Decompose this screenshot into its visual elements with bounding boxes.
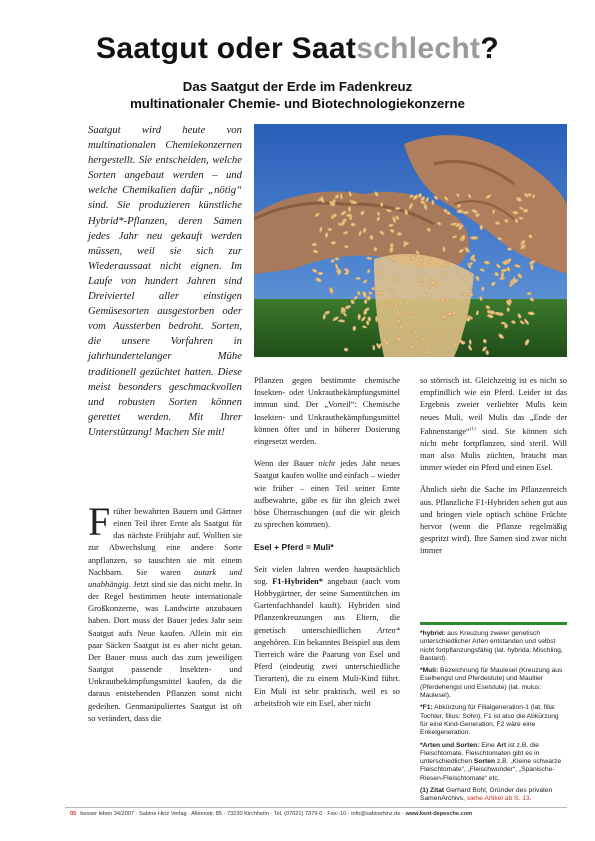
seed-grain xyxy=(456,209,463,213)
note-text: aus Kreuzung zweier genetisch unterschiedlicher Arten entstanden und selbst nicht fortpflanzungsfähig (lat. hybrida: Mischling, Bastard). xyxy=(420,630,563,662)
seed-grain xyxy=(384,341,390,345)
note-bold: Art xyxy=(496,741,507,749)
note-term: *Arten und Sorten: xyxy=(420,741,480,749)
col3-paragraph-1 xyxy=(420,375,567,474)
body-column-2 xyxy=(254,375,400,720)
col2-paragraph-2 xyxy=(254,458,400,531)
col1-emphasis: autark und unabhängig xyxy=(88,566,242,589)
note-bold: Sorten xyxy=(473,758,496,766)
article-title xyxy=(0,32,595,66)
col2-paragraph-3 xyxy=(254,564,400,710)
note-muli xyxy=(420,667,567,700)
body-column-3 xyxy=(420,375,567,568)
col1-text-a: rüher bewahrten Bauern und Gärtner einen Teil ihrer Ernte als Saatgut für das nächste Frühjahr auf. Wollten sie zur Abwechslung eine andere Sorte anpflanzen, so tauschten sie mit einem Nachbarn. Sie waren xyxy=(88,506,242,577)
note-text: ist z.B. die Fleischtomate. Fleischtomaten gibt es in unterschiedlichen xyxy=(420,741,540,766)
footnote-ref: (1) xyxy=(469,426,476,432)
note-text: Gerhard Bohl, Gründer des privaten SamenArchivs, xyxy=(420,787,553,803)
note-text: . xyxy=(529,795,532,803)
subtitle-line-2: multinationaler Chemie- und Biotechnologiekonzerne xyxy=(130,96,465,111)
photo-illustration xyxy=(254,124,567,357)
note-term: *hybrid: xyxy=(420,630,446,637)
note-arten-sorten xyxy=(420,742,567,783)
footer-website[interactable]: www.kent-depesche.com xyxy=(405,811,473,817)
footer-publisher: besser leben 34/2007 · Sabine Hinz Verlag · Alleenstr. 85 · 73230 Kirchheim · Tel. (07021) 7379-0 · Fax:-10 · info@sabinehinz.de · xyxy=(80,811,406,817)
note-text: Bezeichnung für Maulesel (Kreuzung aus Eselhengst und Pferdestute) und Maultier (Pferdehengst und Eselstute) (lat. mulus: Maulesel). xyxy=(420,667,563,700)
col2-p3-a: Seit vielen Jahren werden hauptsächlich sog. xyxy=(254,564,400,586)
notes-divider xyxy=(420,622,567,625)
title-end: ? xyxy=(480,32,499,65)
section-heading: Esel + Pferd = Muli* xyxy=(254,542,334,553)
subtitle-line-1: Das Saatgut der Erde im Fadenkreuz xyxy=(182,79,413,94)
note-text: z.B. „Kleine schwarze Fleischtomate“, „Fleischwunder“, „Spanische-Riesen-Fleischtomate“ etc. xyxy=(420,758,562,782)
footer-divider xyxy=(65,807,567,808)
hands-seeds-photo xyxy=(254,124,567,357)
title-highlight: schlecht xyxy=(356,32,481,65)
note-text: Abkürzung für Filialgeneration-1 (lat. filia: Tochter, filius: Sohn), F1 ist also die Abkürzung für eine Kind-Generation, F2 wäre eine Enkelgeneration. xyxy=(420,704,559,737)
note-term: *F1: xyxy=(420,704,433,712)
col1-text-b: . Jetzt sind sie das nicht mehr. In der Regel bestimmen heute internationale Großkonzerne, was Landwirte anzubauen haben. Dort muss der Bauer jedes Jahr sein Saatgut aufs Neue kaufen. Allein mit ein paar Säcken Saatgut ist es aber nicht getan. Der Bauer muss auch das zum jeweiligen Saatgut passende Insekten- und Unkrautbekämpfungsmittel kaufen, da die daraus entstehenden Pflanzen sonst nicht gedeihen. Genmanipuliertes Saatgut ist oft so verändert, dass die xyxy=(88,578,242,723)
col3-p1-b: sind. Sie können sich nicht mehr fortpflanzen, sind steril. Will man also Mulis züchten, braucht man immer wieder ein Pferd und einen Esel. xyxy=(420,426,567,473)
note-zitat xyxy=(420,787,567,804)
article-link[interactable]: siehe Artikel ab S. 13 xyxy=(466,795,530,803)
note-hybrid xyxy=(420,630,567,663)
page-number: 05 xyxy=(70,811,77,817)
body-column-1 xyxy=(88,499,242,724)
note-text: Eine xyxy=(479,741,497,749)
col2-p2-a: Wenn der Bauer xyxy=(254,459,319,469)
col2-p3-b: angebaut (auch vom Hobbygärtner, der seine Samentütchen im Gartenfachhandel kauft). Hybriden sind Pflanzenkreuzungen aus Eltern, die genetisch unterschiedlichen xyxy=(254,576,400,635)
col2-p2-emphasis: nicht xyxy=(318,459,336,469)
col2-p3-c: angehören. Ein bekanntes Beispiel aus dem Tierreich wäre die Paarung von Esel und Pferd (eindeutig zwei unterschiedliche Tierarten), die zu einem Muli-Kind führt. Ein Muli ist sehr praktisch, weil es so arbeitsfroh wie ein Esel, aber nicht xyxy=(254,637,400,708)
col2-p2-b: jedes Jahr neues Saatgut kaufen wollte und einfach – wieder wie früher – einen Teil seiner Ernte aufbewahrte, gäbe es für ihn gleich zwei böse Überraschungen (auf die wir gleich zu sprechen kommen). xyxy=(254,459,400,530)
note-term: *Muli: xyxy=(420,667,439,675)
article-subtitle xyxy=(0,78,595,112)
seed-grain xyxy=(440,298,446,301)
col3-paragraph-2: Ähnlich sieht die Sache im Pflanzenreich aus. Pflanzliche F1-Hybriden sehen gut aus und bringen viele optisch schöne Früchte hervor (wenn die Pflanze regelmäßig gespritzt wird). Ihre Samen sind zwar nicht immer xyxy=(420,485,567,556)
drop-cap: F xyxy=(88,499,111,544)
note-f1 xyxy=(420,704,567,737)
note-term: (1) Zitat xyxy=(420,787,445,795)
col2-paragraph-1: Pflanzen gegen bestimmte chemische Insekten- oder Unkrautbekämpfungsmittel immun sind. Der „Vorteil“: Chemische Insekten- und Unkrautbekämpfungsmittel können öfter und in höherer Dosierung eingesetzt werden. xyxy=(254,376,400,447)
title-main: Saatgut oder Saat xyxy=(96,32,357,65)
col2-p3-emphasis: Arten* xyxy=(377,625,400,635)
seed-grain xyxy=(375,316,378,322)
col3-p1-a: so störrisch ist. Gleichzeitig ist es nicht so empfindlich wie ein Pferd. Leider ist das Ergebnis zweier verliebter Mulis kein neues Muli, weil Mulis das „Ende der Fahnenstange“ xyxy=(420,376,567,436)
lead-paragraph: Saatgut wird heute von multinationalen Chemiekonzernen hergestellt. Sie entscheiden, welche Sorten angebaut werden – und welche Chemikalien dafür „nötig“ sind. Sie produzieren künstliche Hybrid*-Pflanzen, deren Samen jedes Jahr neu gekauft werden müssen, weil sie sich zur Wiederaussaat nicht eignen. Im Laufe von hundert Jahren sind Dreiviertel aller einstigen Gemüsesorten ausgestorben oder vom Aussterben bedroht. Sorten, die unsere Vorfahren in jahrhundertelanger Mühe traditionell gezüchtet hatten. Diese meist besonders geschmackvollen und robusten Sorten können gerettet werden. Mit Ihrer Unterstützung! Machen Sie mit! xyxy=(88,124,242,438)
page-footer xyxy=(70,810,567,818)
glossary-notes xyxy=(420,630,567,808)
col2-p3-bold: F1-Hybriden* xyxy=(272,576,323,586)
